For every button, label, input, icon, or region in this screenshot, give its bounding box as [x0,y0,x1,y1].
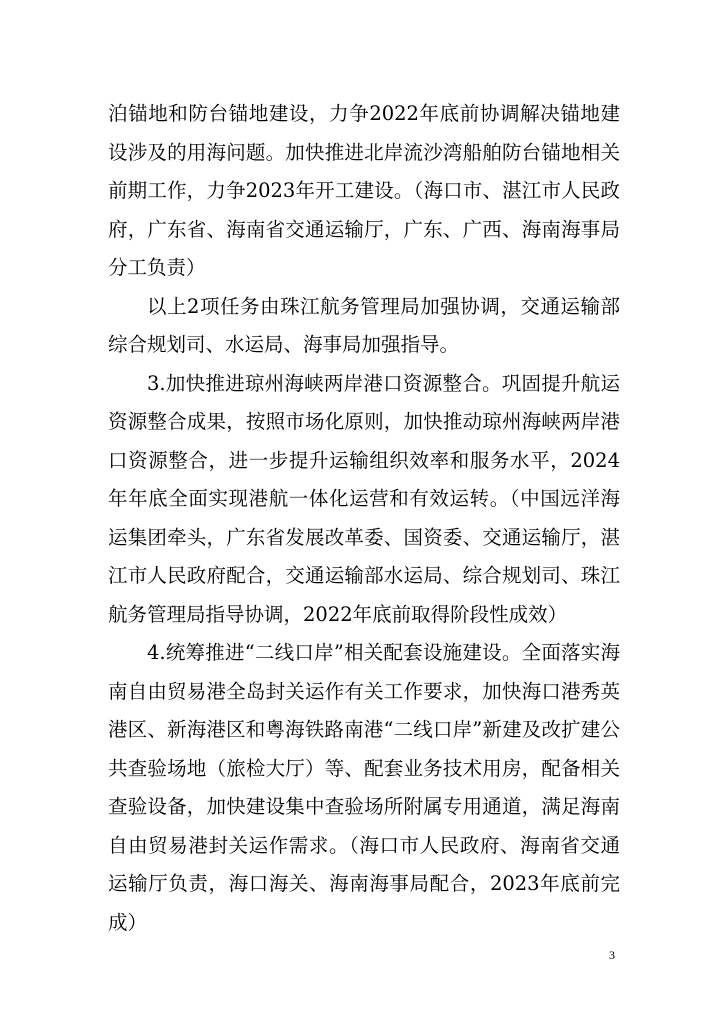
paragraph-continued: 泊锚地和防台锚地建设，力争2022年底前协调解决锚地建设涉及的用海问题。加快推进北岸流沙湾船舶防台锚地相关前期工作，力争2023年开工建设。（海口市、湛江市人民政府，广东省、海南省交通运输厅，广东、广西、海南海事局分工负责） [108,102,620,279]
paragraph-item-3: 3.加快推进琼州海峡两岸港口资源整合。巩固提升航运资源整合成果，按照市场化原则，加快推动琼州海峡两岸港口资源整合，进一步提升运输组织效率和服务水平，2024年年底全面实现港航一体化运营和有效运转。（中国远洋海运集团牵头，广东省发展改革委、国资委、交通运输厅，湛江市人民政府配合，交通运输部水运局、综合规划司、珠江航务管理局指导协调，2022年底前取得阶段性成效） [108,371,620,626]
paragraph-item-4: 4.统筹推进“二线口岸”相关配套设施建设。全面落实海南自由贸易港全岛封关运作有关工作要求，加快海口港秀英港区、新海港区和粤海铁路南港“二线口岸”新建及改扩建公共查验场地（旅检大厅）等、配套业务技术用房，配备相关查验设备，加快建设集中查验场所附属专用通道，满足海南自由贸易港封关运作需求。（海口市人民政府、海南省交通运输厅负责，海口海关、海南海事局配合，2023年底前完成） [108,641,620,934]
page-number: 3 [609,948,615,962]
paragraph-coordination: 以上2项任务由珠江航务管理局加强协调，交通运输部综合规划司、水运局、海事局加强指导。 [108,294,620,356]
document-body [108,95,620,942]
